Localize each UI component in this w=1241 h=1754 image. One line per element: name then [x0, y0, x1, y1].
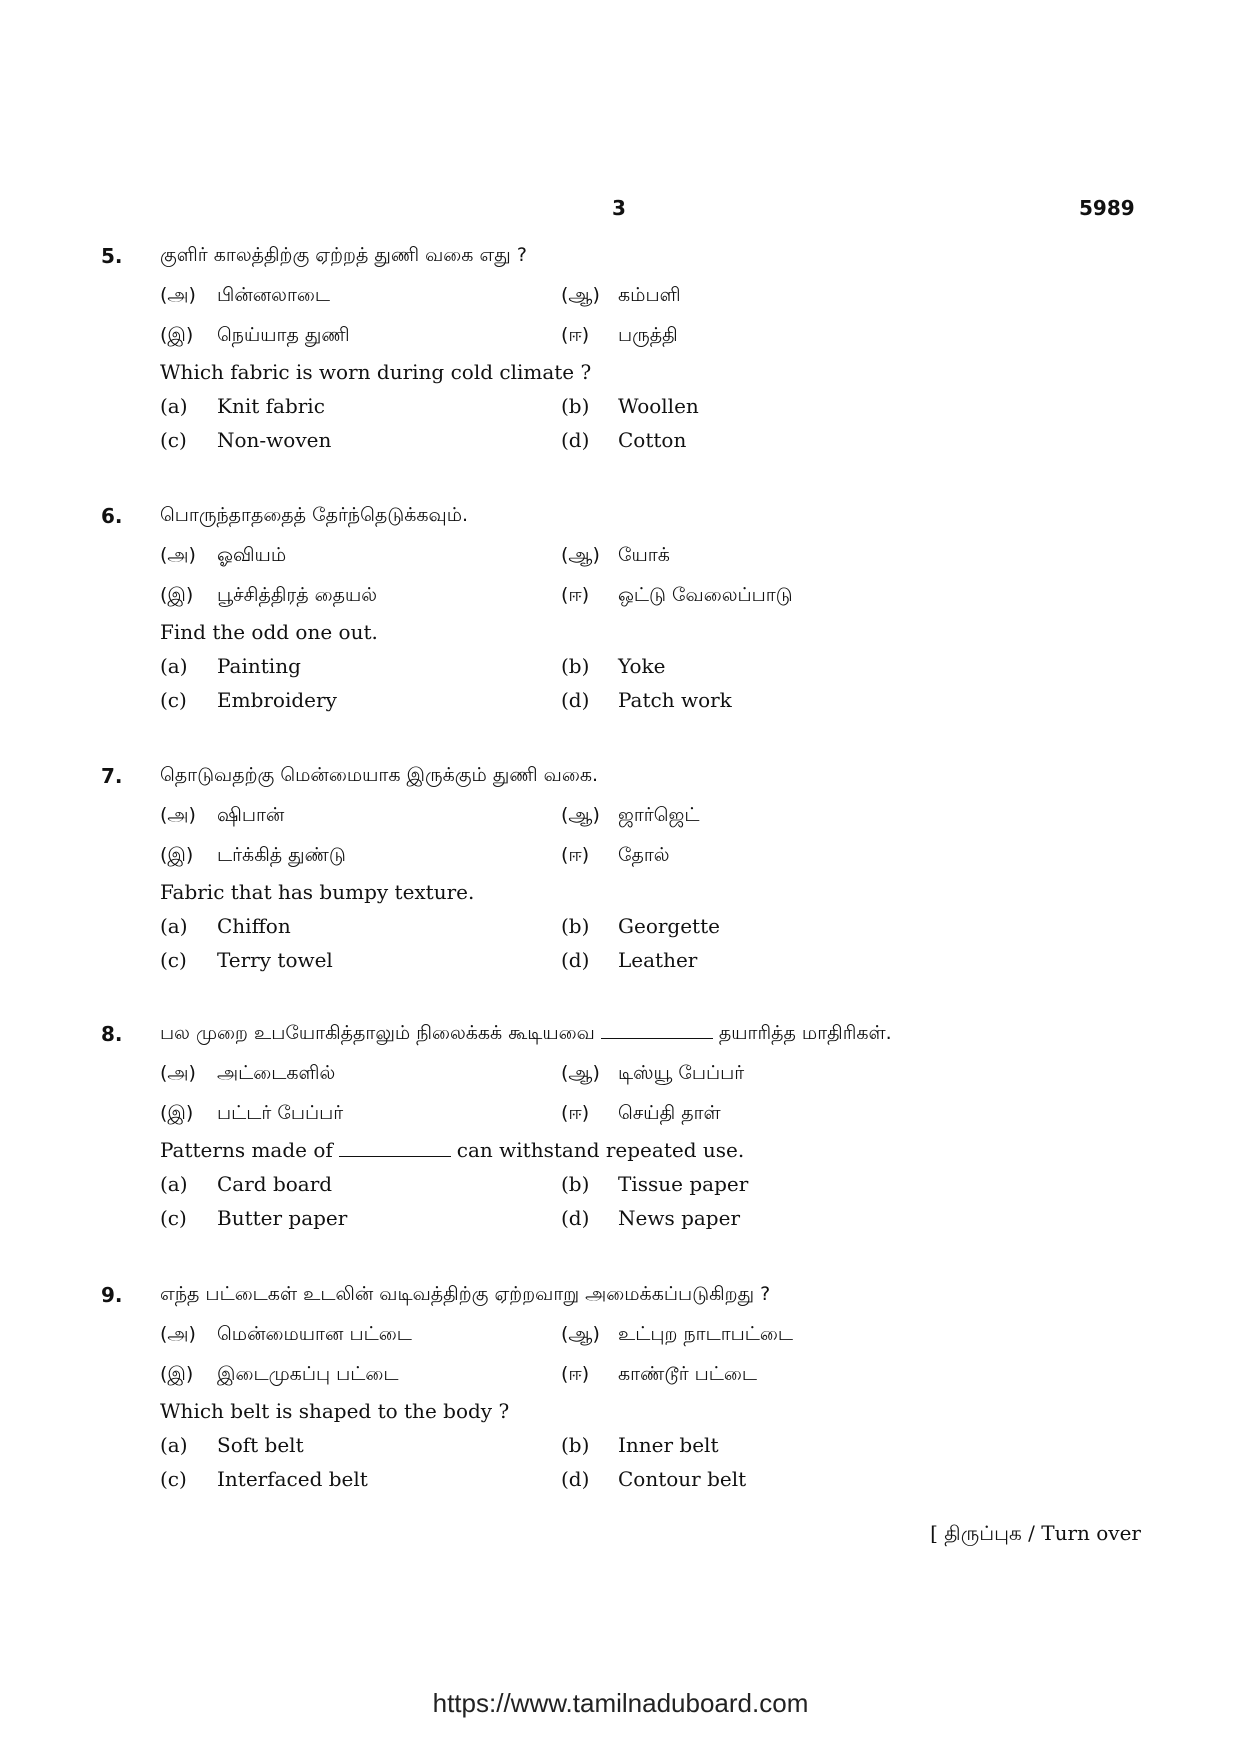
option-label: (இ): [160, 1102, 194, 1124]
option-label: (இ): [160, 844, 194, 866]
option-label: (அ): [160, 1323, 196, 1345]
tamil-stem-before-blank: பல முறை உபயோகித்தாலும் நிலைக்கக் கூடியவை: [160, 1022, 595, 1044]
option-text: காண்டூர் பட்டை: [618, 1363, 758, 1385]
option-text: ஒட்டு வேலைப்பாடு: [618, 584, 793, 606]
english-stem-after-blank: can withstand repeated use.: [456, 1138, 745, 1162]
option-label: (இ): [160, 1363, 194, 1385]
option-label: (b): [561, 394, 590, 418]
option-label: (ஆ): [561, 1062, 600, 1084]
option-text: Cotton: [618, 428, 687, 452]
option-text: பின்னலாடை: [217, 284, 330, 306]
option-text: Butter paper: [217, 1206, 348, 1230]
option-label: (d): [561, 688, 590, 712]
tamil-question-text: குளிர் காலத்திற்கு ஏற்றத் துணி வகை எது ?: [160, 244, 527, 266]
question-7: [0, 764, 1241, 984]
option-text: Painting: [217, 654, 301, 678]
option-text: ஓவியம்: [217, 544, 287, 566]
question-number: 9.: [101, 1283, 123, 1307]
option-text: Chiffon: [217, 914, 291, 938]
option-label: (b): [561, 914, 590, 938]
option-text: நெய்யாத துணி: [217, 324, 350, 346]
option-label: (ஈ): [561, 324, 590, 346]
option-text: Soft belt: [217, 1433, 304, 1457]
question-8: [0, 1022, 1241, 1242]
english-question-text: Find the odd one out.: [160, 620, 378, 644]
tamil-stem-after-blank: தயாரித்த மாதிரிகள்.: [718, 1022, 892, 1044]
option-label: (a): [160, 654, 188, 678]
option-text: Inner belt: [618, 1433, 719, 1457]
option-label: (a): [160, 914, 188, 938]
question-9: [0, 1283, 1241, 1503]
option-label: (இ): [160, 324, 194, 346]
option-label: (c): [160, 428, 187, 452]
english-question-text: Which fabric is worn during cold climate ?: [160, 360, 592, 384]
option-text: Contour belt: [618, 1467, 747, 1491]
option-text: Interfaced belt: [217, 1467, 368, 1491]
option-label: (d): [561, 1206, 590, 1230]
option-text: Card board: [217, 1172, 333, 1196]
option-label: (அ): [160, 544, 196, 566]
option-label: (a): [160, 394, 188, 418]
option-text: பருத்தி: [618, 324, 678, 346]
option-label: (அ): [160, 284, 196, 306]
option-label: (ஈ): [561, 1363, 590, 1385]
paper-code: 5989: [1079, 196, 1135, 220]
option-text: Yoke: [618, 654, 666, 678]
option-label: (இ): [160, 584, 194, 606]
option-label: (ஆ): [561, 804, 600, 826]
option-label: (a): [160, 1433, 188, 1457]
option-text: கம்பளி: [618, 284, 681, 306]
option-text: Tissue paper: [618, 1172, 749, 1196]
option-text: Patch work: [618, 688, 732, 712]
option-text: மென்மையான பட்டை: [217, 1323, 412, 1345]
question-5: [0, 244, 1241, 464]
option-text: Woollen: [618, 394, 699, 418]
fill-in-blank: [601, 1037, 713, 1039]
option-label: (b): [561, 1172, 590, 1196]
option-label: (c): [160, 1206, 187, 1230]
option-label: (அ): [160, 804, 196, 826]
tamil-question-text: பொருந்தாததைத் தேர்ந்தெடுக்கவும்.: [160, 504, 469, 526]
option-text: டிஸ்யூ பேப்பர்: [618, 1062, 745, 1084]
option-text: Georgette: [618, 914, 720, 938]
tamil-question-text: தொடுவதற்கு மென்மையாக இருக்கும் துணி வகை.: [160, 764, 599, 786]
english-stem-before-blank: Patterns made of: [160, 1138, 333, 1162]
option-text: News paper: [618, 1206, 741, 1230]
option-text: பட்டர் பேப்பர்: [217, 1102, 344, 1124]
option-text: ஜார்ஜெட்: [618, 804, 700, 826]
option-text: Terry towel: [217, 948, 333, 972]
option-text: இடைமுகப்பு பட்டை: [217, 1363, 399, 1385]
option-label: (c): [160, 1467, 187, 1491]
english-question-text: Fabric that has bumpy texture.: [160, 880, 475, 904]
tamil-question-text: [160, 1022, 892, 1047]
turn-over-note: [ திருப்புக / Turn over: [930, 1521, 1141, 1545]
option-label: (ஈ): [561, 584, 590, 606]
option-text: செய்தி தாள்: [618, 1102, 721, 1124]
option-label: (b): [561, 654, 590, 678]
footer-url: https://www.tamilnaduboard.com: [432, 1688, 809, 1718]
question-number: 8.: [101, 1022, 123, 1046]
option-label: (ஆ): [561, 284, 600, 306]
option-text: Non-woven: [217, 428, 332, 452]
option-label: (c): [160, 688, 187, 712]
english-question-text: [160, 1138, 744, 1162]
option-label: (a): [160, 1172, 188, 1196]
fill-in-blank: [339, 1155, 451, 1157]
option-text: டர்க்கித் துண்டு: [217, 844, 346, 866]
option-label: (d): [561, 948, 590, 972]
question-number: 7.: [101, 764, 123, 788]
english-question-text: Which belt is shaped to the body ?: [160, 1399, 510, 1423]
question-number: 5.: [101, 244, 123, 268]
option-text: யோக்: [618, 544, 670, 566]
option-text: Knit fabric: [217, 394, 325, 418]
option-text: உட்புற நாடாபட்டை: [618, 1323, 793, 1345]
option-text: அட்டைகளில்: [217, 1062, 336, 1084]
option-label: (ஆ): [561, 544, 600, 566]
option-label: (d): [561, 428, 590, 452]
option-text: Embroidery: [217, 688, 337, 712]
option-text: பூச்சித்திரத் தையல்: [217, 584, 378, 606]
option-label: (ஆ): [561, 1323, 600, 1345]
option-label: (அ): [160, 1062, 196, 1084]
option-text: தோல்: [618, 844, 670, 866]
option-text: ஷிபான்: [217, 804, 285, 826]
option-label: (ஈ): [561, 1102, 590, 1124]
option-text: Leather: [618, 948, 698, 972]
option-label: (d): [561, 1467, 590, 1491]
question-6: [0, 504, 1241, 724]
page-number: 3: [612, 196, 626, 220]
option-label: (c): [160, 948, 187, 972]
option-label: (b): [561, 1433, 590, 1457]
question-number: 6.: [101, 504, 123, 528]
tamil-question-text: எந்த பட்டைகள் உடலின் வடிவத்திற்கு ஏற்றவாறு அமைக்கப்படுகிறது ?: [160, 1283, 771, 1305]
option-label: (ஈ): [561, 844, 590, 866]
